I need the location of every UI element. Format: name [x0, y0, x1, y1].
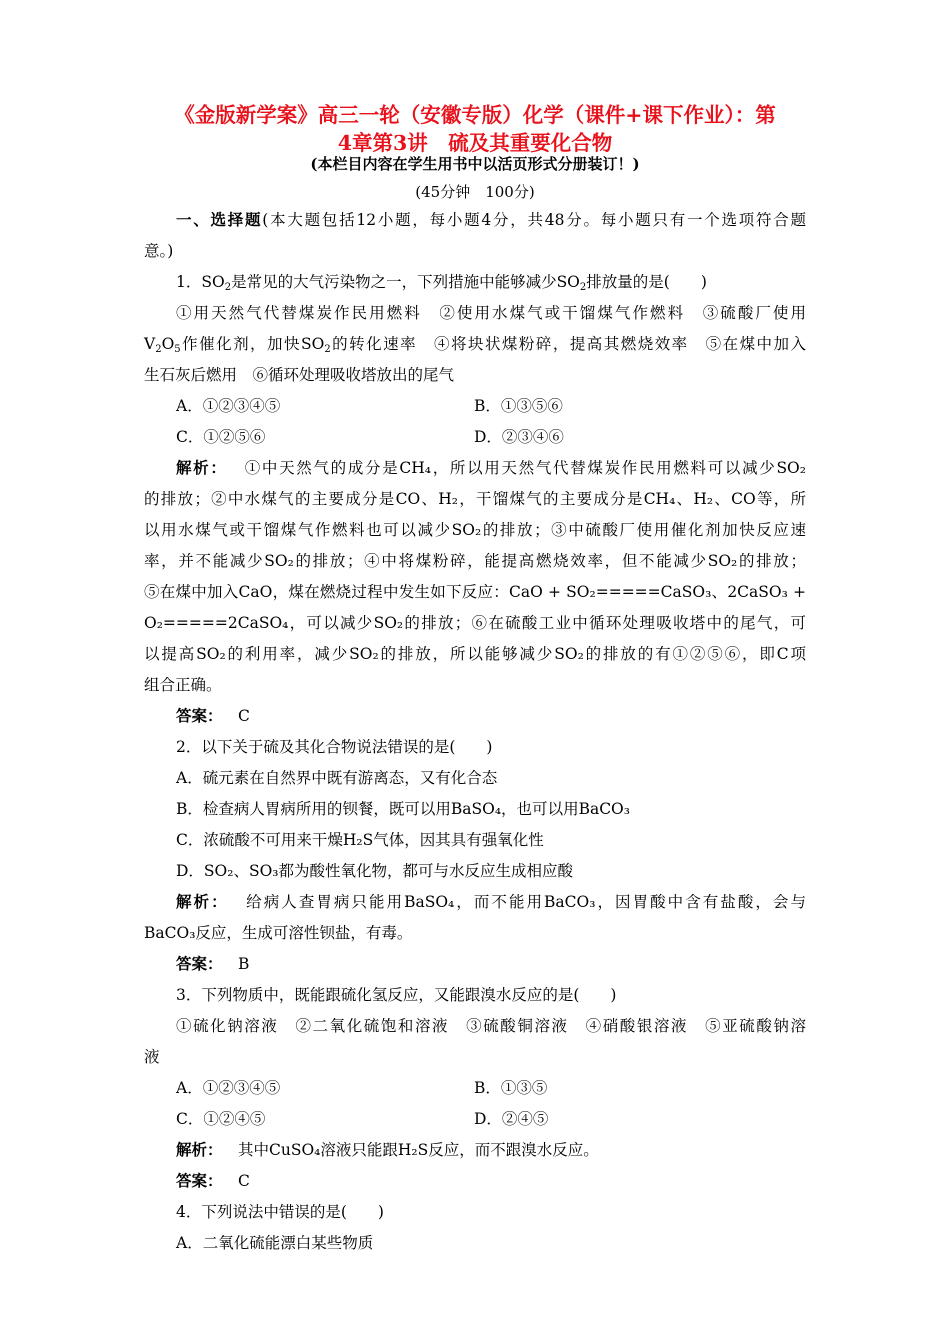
q1-option-a: A．①②③④⑤	[176, 397, 281, 415]
q3-option-a: A．①②③④⑤	[176, 1079, 281, 1097]
q2-option-b: B．检查病人胃病所用的钡餐，既可以用BaSO₄，也可以用BaCO₃	[176, 800, 630, 818]
q2-answer-value: B	[238, 955, 250, 973]
q2-answer-label: 答案：	[176, 954, 223, 973]
q3-analysis-label: 解析：	[176, 1140, 223, 1159]
q1-option-c: C．①②⑤⑥	[176, 428, 266, 446]
q2-answer	[176, 954, 806, 974]
q1-analysis-line: 解析： ①中天然气的成分是CH₄，所以用天然气代替煤炭作民用燃料可以减少SO₂	[176, 458, 806, 477]
binding-note: (本栏目内容在学生用书中以活页形式分册装订！)	[310, 155, 640, 173]
q3-analysis: 解析： 其中CuSO₄溶液只能跟H₂S反应，而不跟溴水反应。	[176, 1140, 599, 1159]
q3-items-line: ①硫化钠溶液 ②二氧化硫饱和溶液 ③硫酸铜溶液 ④硝酸银溶液 ⑤亚硫酸钠溶	[176, 1017, 806, 1035]
q1-analysis-line: 组合正确。	[144, 676, 222, 694]
q2-analysis-line: 解析： 给病人查胃病只能用BaSO₄，而不能用BaCO₃，因胃酸中含有盐酸，会与	[176, 892, 806, 911]
q1-analysis-line: ⑤在煤中加入CaO，煤在燃烧过程中发生如下反应：CaO + SO₂=====CaSO₃、2CaSO₃ +	[144, 583, 806, 601]
q3-items-line: 液	[144, 1048, 160, 1066]
title-line-2: 4章第3讲 硫及其重要化合物	[337, 131, 613, 155]
time-score: (45分钟 100分)	[415, 183, 535, 201]
section-desc-cont: 意。)	[144, 242, 174, 260]
q1-answer-value: C	[238, 707, 250, 725]
q2-analysis-label: 解析：	[176, 892, 229, 911]
q2-option-c: C．浓硫酸不可用来干燥H₂S气体，因其具有强氧化性	[176, 831, 544, 849]
q3-answer	[176, 1171, 806, 1191]
q1-option-b: B．①③⑤⑥	[474, 397, 563, 415]
q1-analysis-line: 以提高SO₂的利用率，减少SO₂的排放，所以能够减少SO₂的排放的有①②⑤⑥，即C项	[144, 645, 806, 663]
q1-stem: 1．$SO_2$是常见的大气污染物之一，下列措施中能够减少$SO_2$排放量的是( )	[176, 273, 707, 293]
page-title	[144, 101, 806, 157]
q3-option-d: D．②④⑤	[474, 1110, 549, 1128]
section-desc: (本大题包括12小题，每小题4分，共48分。每小题只有一个选项符合题	[262, 211, 806, 229]
q2-analysis-line: BaCO₃反应，生成可溶性钡盐，有毒。	[144, 924, 413, 942]
q1-items-line: 生石灰后燃用 ⑥循环处理吸收塔放出的尾气	[144, 366, 455, 384]
section-heading	[176, 210, 806, 230]
q2-option-d: D．SO₂、SO₃都为酸性氧化物，都可与水反应生成相应酸	[176, 862, 574, 880]
q1-analysis-line: 的排放；②中水煤气的主要成分是CO、H₂，干馏煤气的主要成分是CH₄、H₂、CO等，所	[144, 490, 806, 508]
q1-analysis-label: 解析：	[176, 458, 228, 477]
section-label: 一、选择题	[176, 210, 263, 229]
q3-option-b: B．①③⑤	[474, 1079, 548, 1097]
q1-analysis-line: O₂=====2CaSO₄，可以减少SO₂的排放；⑥在硫酸工业中循环处理吸收塔中的尾气，可	[144, 614, 806, 632]
q2-stem: 2．以下关于硫及其化合物说法错误的是( )	[176, 738, 493, 756]
q3-answer-value: C	[238, 1172, 250, 1190]
q1-answer-label: 答案：	[176, 706, 223, 725]
q3-stem: 3．下列物质中，既能跟硫化氢反应，又能跟溴水反应的是( )	[176, 986, 617, 1004]
title-line-1: 《金版新学案》高三一轮（安徽专版）化学（课件+课下作业）：第	[174, 103, 776, 127]
q4-option-a: A．二氧化硫能漂白某些物质	[176, 1234, 374, 1252]
q1-items-line: $V_2O_5$作催化剂，加快$SO_2$的转化速率 ④将块状煤粉碎，提高其燃烧效率 ⑤在煤中加入	[144, 335, 806, 355]
q1-items-line: ①用天然气代替煤炭作民用燃料 ②使用水煤气或干馏煤气作燃料 ③硫酸厂使用	[176, 304, 806, 322]
q1-option-d: D．②③④⑥	[474, 428, 564, 446]
q3-option-c: C．①②④⑤	[176, 1110, 266, 1128]
q1-answer	[176, 706, 806, 726]
q4-stem: 4．下列说法中错误的是( )	[176, 1203, 384, 1221]
q2-option-a: A．硫元素在自然界中既有游离态，又有化合态	[176, 769, 498, 787]
q1-analysis-line: 以用水煤气或干馏煤气作燃料也可以减少SO₂的排放；③中硫酸厂使用催化剂加快反应速	[144, 521, 806, 539]
q3-answer-label: 答案：	[176, 1171, 223, 1190]
q1-analysis-line: 率，并不能减少SO₂的排放；④中将煤粉碎，能提高燃烧效率，但不能减少SO₂的排放；	[144, 552, 806, 570]
